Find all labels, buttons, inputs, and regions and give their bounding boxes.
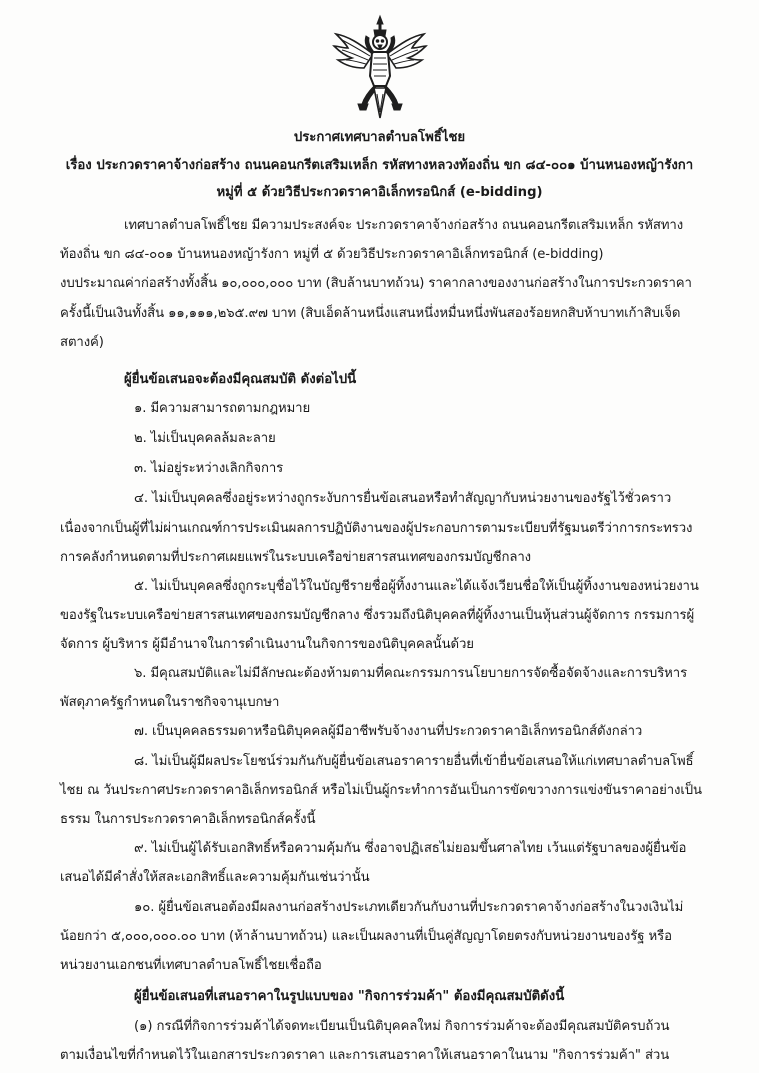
qualification-item-cont: การคลังกำหนดตามที่ประกาศเผยแพร่ในระบบเครือข่ายสารสนเทศของกรมบัญชีกลาง	[60, 550, 531, 565]
qualification-item-cont: น้อยกว่า ๕,๐๐๐,๐๐๐.๐๐ บาท (ห้าล้านบาทถ้วน) และเป็นผลงานที่เป็นคู่สัญญาโดยตรงกับหน่วยงานของรัฐ หรือ	[60, 929, 672, 944]
qualification-item-cont: ไชย ณ วันประกาศประกวดราคาอิเล็กทรอนิกส์ หรือไม่เป็นผู้กระทำการอันเป็นการขัดขวางการแข่งขันราคาอย่างเป็น	[60, 783, 702, 798]
joint-venture-heading: ผู้ยื่นข้อเสนอที่เสนอราคาในรูปแบบของ "กิจการร่วมค้า" ต้องมีคุณสมบัติดังนี้	[134, 989, 565, 1004]
qualification-item-cont: เสนอได้มีคำสั่งให้สละเอกสิทธิ์และความคุ้มกันเช่นว่านั้น	[60, 870, 370, 885]
intro-line: เทศบาลตำบลโพธิ์ไชย มีความประสงค์จะ ประกวดราคาจ้างก่อสร้าง ถนนคอนกรีตเสริมเหล็ก รหัสทาง	[124, 218, 684, 233]
qualification-item: ๕. ไม่เป็นบุคคลซึ่งถูกระบุชื่อไว้ในบัญชีรายชื่อผู้ทิ้งงานและได้แจ้งเวียนชื่อให้เป็นผู้ทิ้งงานของหน่วยงาน	[134, 579, 699, 594]
document-title: ประกาศเทศบาลตำบลโพธิ์ไชย	[293, 130, 466, 145]
qualification-item-cont: ของรัฐในระบบเครือข่ายสารสนเทศของกรมบัญชีกลาง ซึ่งรวมถึงนิติบุคคลที่ผู้ทิ้งงานเป็นหุ้นส่วนผู้จัดการ กรรมการผู้	[60, 608, 695, 623]
qualification-item-cont: หน่วยงานเอกชนที่เทศบาลตำบลโพธิ์ไชยเชื่อถือ	[60, 958, 322, 973]
intro-line: ท้องถิ่น ขก ๘๔-๐๐๑ บ้านหนองหญ้ารังกา หมู่ที่ ๕ ด้วยวิธีประกวดราคาอิเล็กทรอนิกส์ (e-bidding)	[60, 247, 604, 262]
intro-line: สตางค์)	[60, 335, 104, 350]
qualification-item: ๙. ไม่เป็นผู้ได้รับเอกสิทธิ์หรือความคุ้มกัน ซึ่งอาจปฏิเสธไม่ยอมขึ้นศาลไทย เว้นแต่รัฐบาลของผู้ยื่นข้อ	[134, 841, 687, 856]
qualification-item: ๒. ไม่เป็นบุคคลล้มละลาย	[134, 431, 276, 446]
jv-item: (๑) กรณีที่กิจการร่วมค้าได้จดทะเบียนเป็นนิติบุคคลใหม่ กิจการร่วมค้าจะต้องมีคุณสมบัติครบถ้วน	[134, 1019, 670, 1034]
qualification-item: ๑๐. ผู้ยื่นข้อเสนอต้องมีผลงานก่อสร้างประเภทเดียวกันกับงานที่ประกวดราคาจ้างก่อสร้างในวงเงินไม่	[134, 900, 684, 915]
qualification-item: ๔. ไม่เป็นบุคคลซึ่งอยู่ระหว่างถูกระงับการยื่นข้อเสนอหรือทำสัญญากับหน่วยงานของรัฐไว้ชั่วคราว	[134, 491, 672, 506]
qualification-item-cont: เนื่องจากเป็นผู้ที่ไม่ผ่านเกณฑ์การประเมินผลการปฏิบัติงานของผู้ประกอบการตามระเบียบที่รัฐมนตรีว่าการกระทรวง	[60, 521, 693, 536]
intro-line: ครั้งนี้เป็นเงินทั้งสิ้น ๑๑,๑๑๑,๒๖๕.๙๗ บาท (สิบเอ็ดล้านหนึ่งแสนหนึ่งหมื่นหนึ่งพันสองร้อยหกสิบห้าบาทเก้าสิบเจ็ด	[60, 306, 681, 321]
qualification-item: ๗. เป็นบุคคลธรรมดาหรือนิติบุคคลผู้มีอาชีพรับจ้างงานที่ประกวดราคาอิเล็กทรอนิกส์ดังกล่าว	[134, 724, 643, 739]
qualification-item-cont: พัสดุภาครัฐกำหนดในราชกิจจานุเบกษา	[60, 695, 280, 710]
qualification-item: ๖. มีคุณสมบัติและไม่มีลักษณะต้องห้ามตามที่คณะกรรมการนโยบายการจัดซื้อจัดจ้างและการบริหาร	[134, 666, 688, 681]
qualification-item-cont: ธรรม ในการประกวดราคาอิเล็กทรอนิกส์ครั้งนี้	[60, 812, 316, 827]
qualification-item-cont: จัดการ ผู้บริหาร ผู้มีอำนาจในการดำเนินงานในกิจการของนิติบุคคลนั้นด้วย	[60, 637, 474, 652]
intro-line: งบประมาณค่าก่อสร้างทั้งสิ้น ๑๐,๐๐๐,๐๐๐ บาท (สิบล้านบาทถ้วน) ราคากลางของงานก่อสร้างในการประกวดราคา	[60, 276, 692, 291]
qualifications-heading: ผู้ยื่นข้อเสนอจะต้องมีคุณสมบัติ ดังต่อไปนี้	[124, 372, 357, 387]
qualification-item: ๑. มีความสามารถตามกฎหมาย	[134, 401, 311, 416]
jv-item-cont: ตามเงื่อนไขที่กำหนดไว้ในเอกสารประกวดราคา และการเสนอราคาให้เสนอราคาในนาม "กิจการร่วมค้า" ส่วน	[60, 1048, 670, 1063]
qualification-item: ๘. ไม่เป็นผู้มีผลประโยชน์ร่วมกันกับผู้ยื่นข้อเสนอราคารายอื่นที่เข้ายื่นข้อเสนอให้แก่เทศบาลตำบลโพธิ์	[134, 754, 694, 769]
garuda-emblem-icon	[330, 14, 430, 126]
subject-line-2: หมู่ที่ ๕ ด้วยวิธีประกวดราคาอิเล็กทรอนิกส์ (e-bidding)	[216, 185, 543, 200]
qualification-item: ๓. ไม่อยู่ระหว่างเลิกกิจการ	[134, 461, 284, 476]
subject-line-1: เรื่อง ประกวดราคาจ้างก่อสร้าง ถนนคอนกรีตเสริมเหล็ก รหัสทางหลวงท้องถิ่น ขก ๘๔-๐๐๑ บ้านหนองหญ้ารังกา	[65, 158, 694, 173]
